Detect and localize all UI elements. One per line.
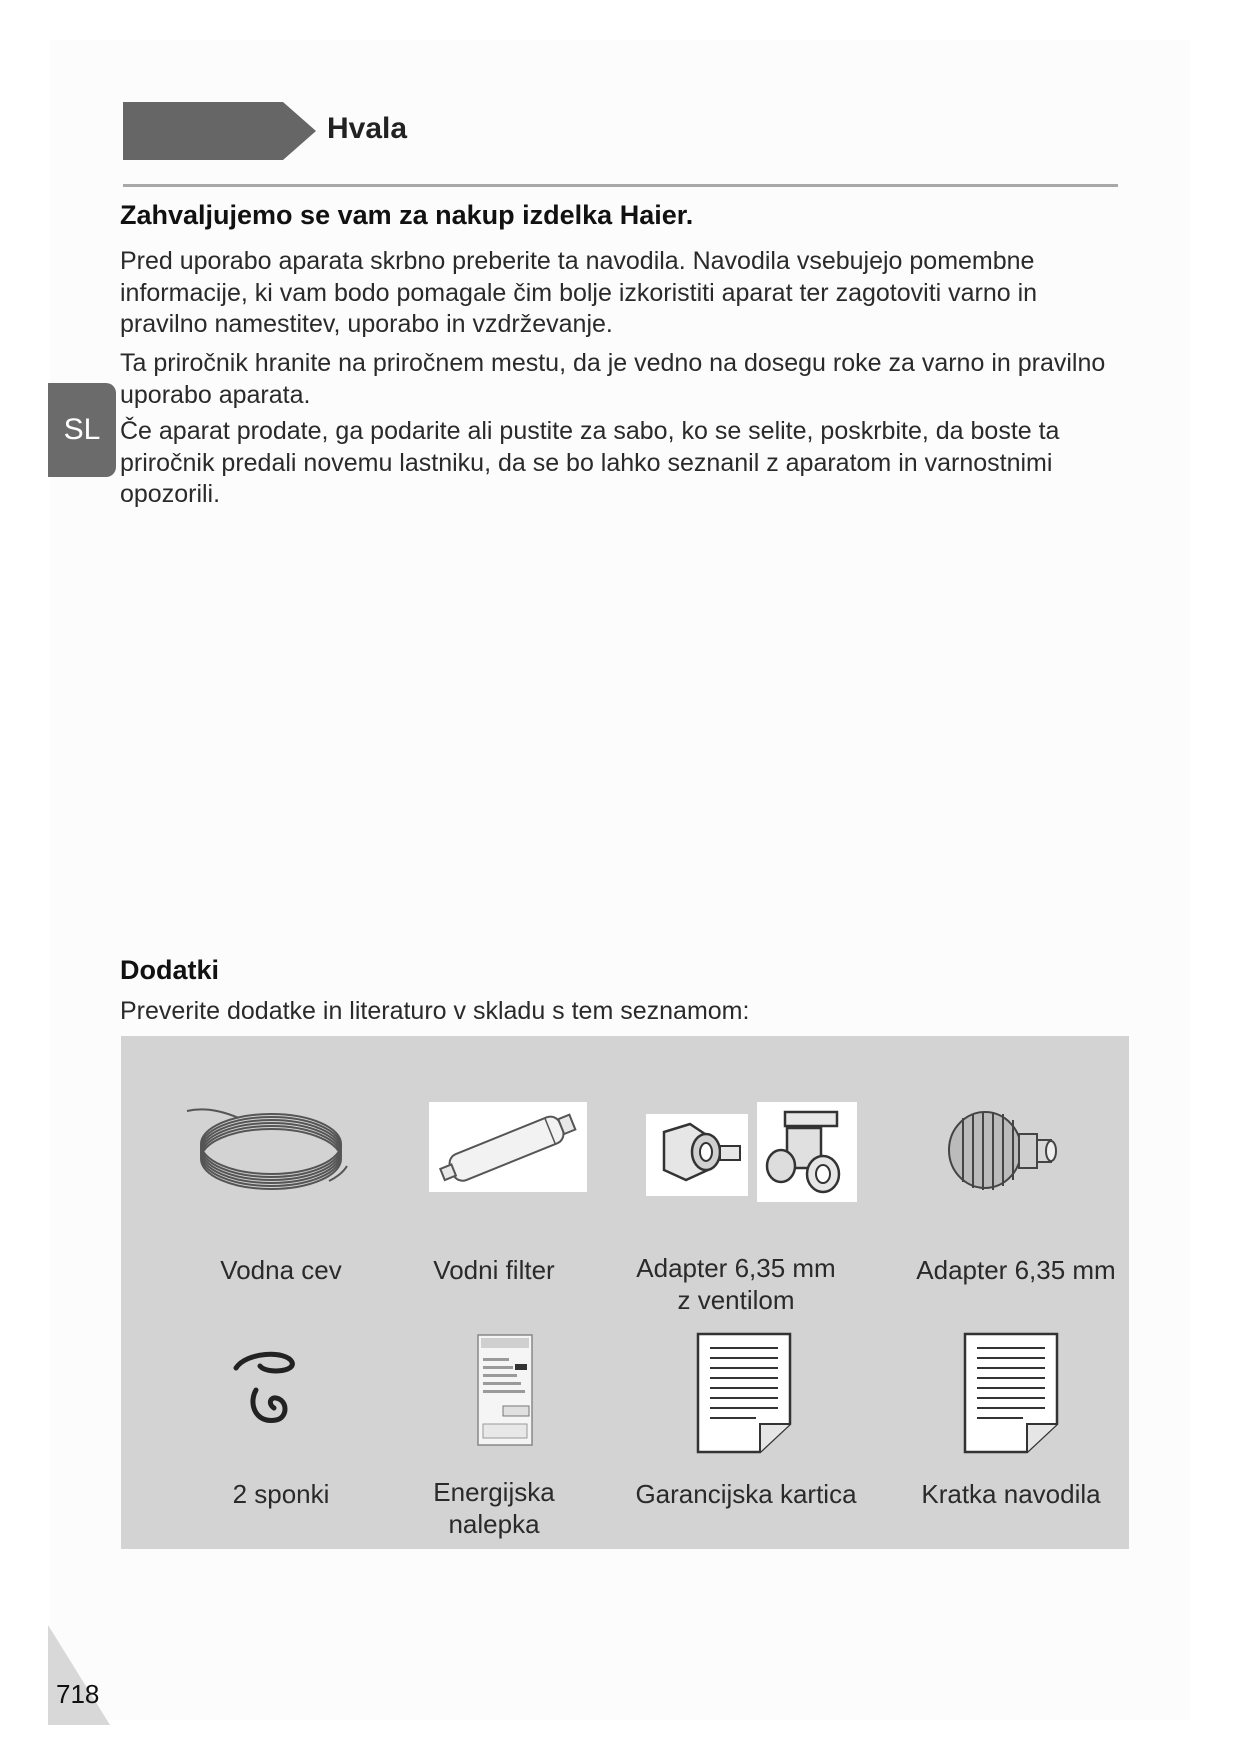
thanks-paragraph-2: Ta priročnik hranite na priročnem mestu, da je vedno na dosegu roke za varno in pravilno uporabo aparata. [120,349,1106,409]
energy-label-icon [477,1334,533,1446]
accessory-label-clips: 2 sponki [232,1479,330,1509]
water-filter-icon [429,1102,587,1192]
accessory-label-water-filter: Vodni filter [433,1255,555,1285]
adapter-valve-icon [646,1114,748,1196]
thanks-paragraph-3: Če aparat prodate, ga podarite ali pustite za sabo, ko se selite, poskrbite, da boste ta priročnik predali novemu lastniku, da se bo lahko seznanil z aparatom in varnostnimi opozorili. [120,417,1060,508]
adapter-icon [941,1104,1061,1204]
page-corner [48,1625,110,1725]
accessory-label-water-hose: Vodna cev [220,1255,342,1285]
valve-icon [757,1102,857,1202]
section-arrow-icon [123,102,316,160]
thanks-heading: Zahvaljujemo se vam za nakup izdelka Haier. [120,200,694,230]
quick-guide-icon [963,1332,1059,1454]
accessories-heading: Dodatki [120,955,220,985]
section-title: Hvala [327,112,408,145]
accessory-label-warranty-card: Garancijska kartica [635,1479,857,1509]
thanks-paragraph-1: Pred uporabo aparata skrbno preberite ta navodila. Navodila vsebujejo pomembne informacije, ki vam bodo pomagale čim bolje izkoristiti aparat ter zagotoviti varno in pravilno namestitev, uporabo in vzdrževanje. [120,247,1038,338]
accessory-label-adapter-valve: Adapter 6,35 mm z ventilom [636,1253,836,1315]
accessory-label-quick-guide: Kratka navodila [921,1479,1101,1509]
accessories-intro: Preverite dodatke in literaturo v skladu s tem seznamom: [120,997,750,1025]
language-tab: SL [48,383,116,477]
accessory-label-energy-label: Energijska nalepka [433,1477,555,1539]
warranty-card-icon [696,1332,792,1454]
page-number: 718 [56,1679,100,1709]
accessories-panel [121,1036,1129,1549]
section-divider [123,184,1118,187]
accessory-label-adapter: Adapter 6,35 mm [916,1255,1116,1285]
clips-icon [226,1344,316,1434]
water-hose-icon [179,1096,349,1191]
